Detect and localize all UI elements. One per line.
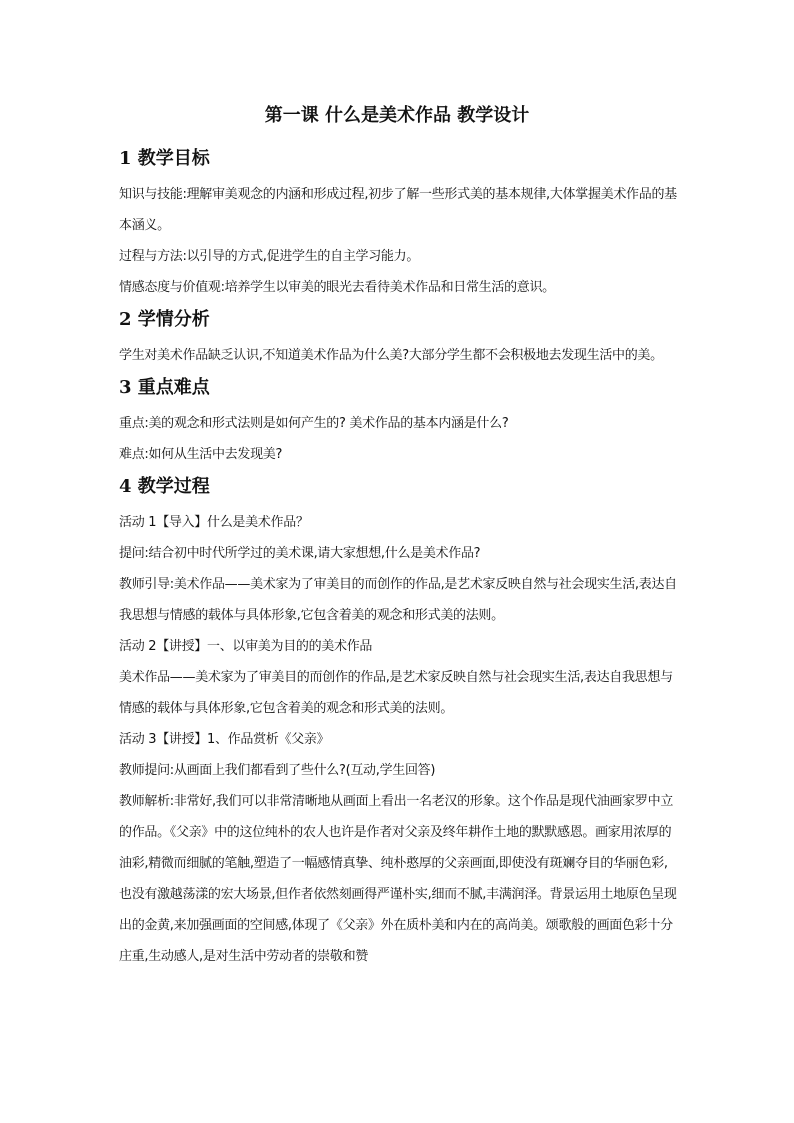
paragraph: 重点:美的观念和形式法则是如何产生的? 美术作品的基本内涵是什么? [119, 416, 509, 431]
paragraph: 教师提问:从画面上我们都看到了些什么?(互动,学生回答) [119, 763, 436, 778]
paragraph: 教师解析:非常好,我们可以非常清晰地从画面上看出一名老汉的形象。这个作品是现代油画家罗中立的作品。《父亲》中的这位纯朴的农人也许是作者对父亲及终年耕作土地的默默感恩。画家用浓厚的油彩,精微而细腻的笔触,塑造了一幅感情真挚、纯朴憨厚的父亲画面,即使没有斑斓夺目的华丽色彩,也没有激越荡漾的宏大场景,但作者依然刻画得严谨朴实,细而不腻,丰满润泽。背景运用土地原色呈现出的金黄,来加强画面的空间感,体现了《父亲》外在质朴美和内在的高尚美。颂歌般的画面色彩十分庄重,生动感人,是对生活中劳动者的崇敬和赞 [119, 794, 677, 964]
paragraph: 活动 1【导入】什么是美术作品？ [119, 515, 309, 530]
paragraph: 提问:结合初中时代所学过的美术课,请大家想想,什么是美术作品? [119, 546, 481, 561]
section-teaching-process [119, 474, 679, 972]
paragraph: 活动 3【讲授】1、作品赏析《父亲》 [119, 732, 330, 747]
paragraph: 知识与技能:理解审美观念的内涵和形成过程,初步了解一些形式美的基本规律,大体掌握美术作品的基本涵义。 [119, 187, 677, 233]
paragraph: 美术作品——美术家为了审美目的而创作的作品,是艺术家反映自然与社会现实生活,表达自我思想与情感的载体与具体形象,它包含着美的观念和形式美的法则。 [119, 670, 673, 716]
section-heading: 1 教学目标 [119, 148, 210, 169]
section-key-points [119, 375, 679, 470]
page-title: 第一课 什么是美术作品 教学设计 [264, 105, 530, 126]
paragraph: 活动 2【讲授】一、以审美为目的的美术作品 [119, 639, 373, 654]
paragraph: 情感态度与价值观:培养学生以审美的眼光去看待美术作品和日常生活的意识。 [119, 280, 555, 295]
section-heading: 3 重点难点 [119, 377, 210, 398]
paragraph: 学生对美术作品缺乏认识,不知道美术作品为什么美?大部分学生都不会积极地去发现生活中的美。 [119, 348, 663, 363]
section-teaching-goals [119, 146, 679, 303]
section-heading: 4 教学过程 [119, 476, 210, 497]
document-body [119, 146, 679, 972]
paragraph: 教师引导:美术作品——美术家为了审美目的而创作的作品,是艺术家反映自然与社会现实生活,表达自我思想与情感的载体与具体形象,它包含着美的观念和形式美的法则。 [119, 577, 677, 623]
section-learner-analysis [119, 307, 679, 371]
section-heading: 2 学情分析 [119, 309, 210, 330]
paragraph: 难点:如何从生活中去发现美? [119, 447, 283, 462]
paragraph: 过程与方法:以引导的方式,促进学生的自主学习能力。 [119, 249, 420, 264]
